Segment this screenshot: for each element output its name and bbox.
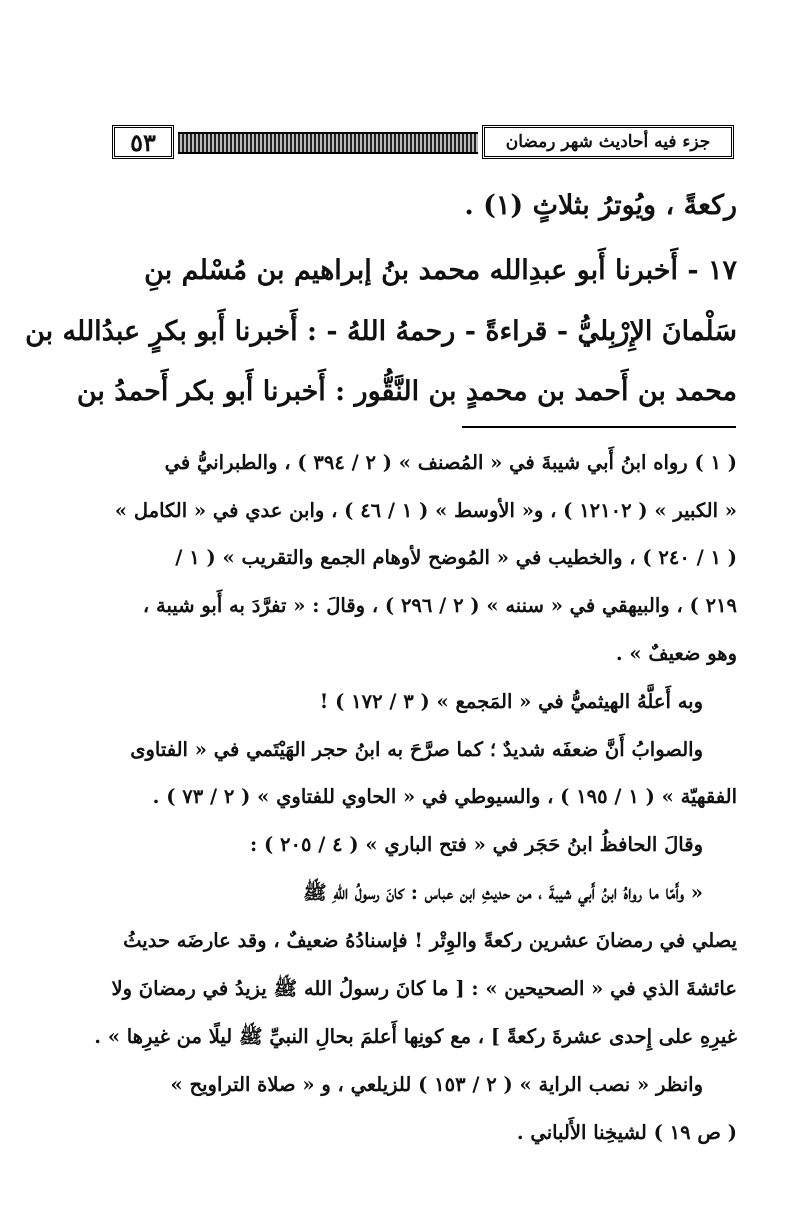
footnote-divider <box>462 426 736 428</box>
page-header <box>112 125 734 159</box>
footnote-line-11: يصلي في رمضانَ عشرين ركعةً والوِتْر ! فإسنادُهُ ضعيفٌ ، وقد عارضَه حديثُ <box>123 929 737 952</box>
running-title: جزء فيه أحاديث شهر رمضان <box>482 125 734 159</box>
footnote-line-3: ( ١ / ٢٤٠ ) ، والخطيب في « المُوضح لأوهام الجمع والتقريب » ( ١ / <box>175 546 737 569</box>
footnote-line-4: ٢١٩ ) ، والبيهقي في « سننه » ( ٢ / ٢٩٦ ) ، وقالَ : « تفرَّدَ به أَبو شيبة ، <box>142 594 737 617</box>
main-line-3: سَلْمانَ الإِرْبِليُّ - قراءةً - رحمهُ اللهُ - : أَخبرنا أَبو بكرٍ عبدُالله بن <box>25 316 737 347</box>
footnote-line-1: ( ١ ) رواه ابنُ أَبي شيبةَ في « المُصنف » ( ٢ / ٣٩٤ ) ، والطبرانيُّ في <box>164 451 737 474</box>
header-decorative-band <box>178 132 478 154</box>
page-number: ٥٣ <box>112 125 174 159</box>
footnote-line-7: والصوابُ أَنَّ ضعفَه شديدٌ ؛ كما صرَّحَ به ابنُ حجر الهَيْتَمي في « الفتاوى <box>130 738 703 761</box>
main-line-4: محمد بن أَحمد بن محمدٍ بن النَّقُّور : أَخبرنا أَبو بكر أَحمدُ بن <box>76 376 737 407</box>
footnote-line-9: وقالَ الحافظُ ابنُ حَجَر في « فتح الباري » ( ٤ / ٢٠٥ ) : <box>249 833 703 856</box>
footnote-line-6: وبه أَعلَّهُ الهيثميُّ في « المَجمع » ( ٣ / ١٧٢ ) ! <box>319 690 703 713</box>
footnote-line-2: « الكبير » ( ١٢١٠٢ ) ، و« الأوسط » ( ١ / ٤٦ ) ، وابن عدي في « الكامل » <box>114 499 737 522</box>
footnote-line-15: ( ص ١٩ ) لشيخِنا الأَلباني . <box>516 1121 737 1144</box>
main-line-2: ١٧ - أَخبرنا أَبو عبدِالله محمد بنُ إبراهيم بن مُسْلم بنِ <box>144 255 737 286</box>
footnote-line-5: وهو ضعيفٌ » . <box>615 642 737 665</box>
footnote-line-10: « وأَمّا ما رواهُ ابنُ أَبي شيبةَ ، من حديثِ ابن عباس : كانَ رسولُ اللهِ ﷺ <box>303 881 703 904</box>
footnote-line-13: غيرِهِ على إِحدى عشرةَ ركعةً ] ، مع كونِها أَعلمَ بحالِ النبيِّ ﷺ ليلًا من غيرِها » . <box>94 1025 737 1048</box>
footnote-line-8: الفقهيّة » ( ١ / ١٩٥ ) ، والسيوطي في « الحاوي للفتاوي » ( ٢ / ٧٣ ) . <box>152 785 737 808</box>
main-line-1: ركعةً ، ويُوترُ بثلاثٍ (١) . <box>464 190 737 221</box>
footnote-line-14: وانظر « نصب الراية » ( ٢ / ١٥٣ ) للزيلعي ، و « صلاة التراويح » <box>170 1073 703 1096</box>
footnote-line-12: عائشةَ الذي في « الصحيحين » : [ ما كانَ رسولُ الله ﷺ يزيدُ في رمضانَ ولا <box>111 977 737 1000</box>
